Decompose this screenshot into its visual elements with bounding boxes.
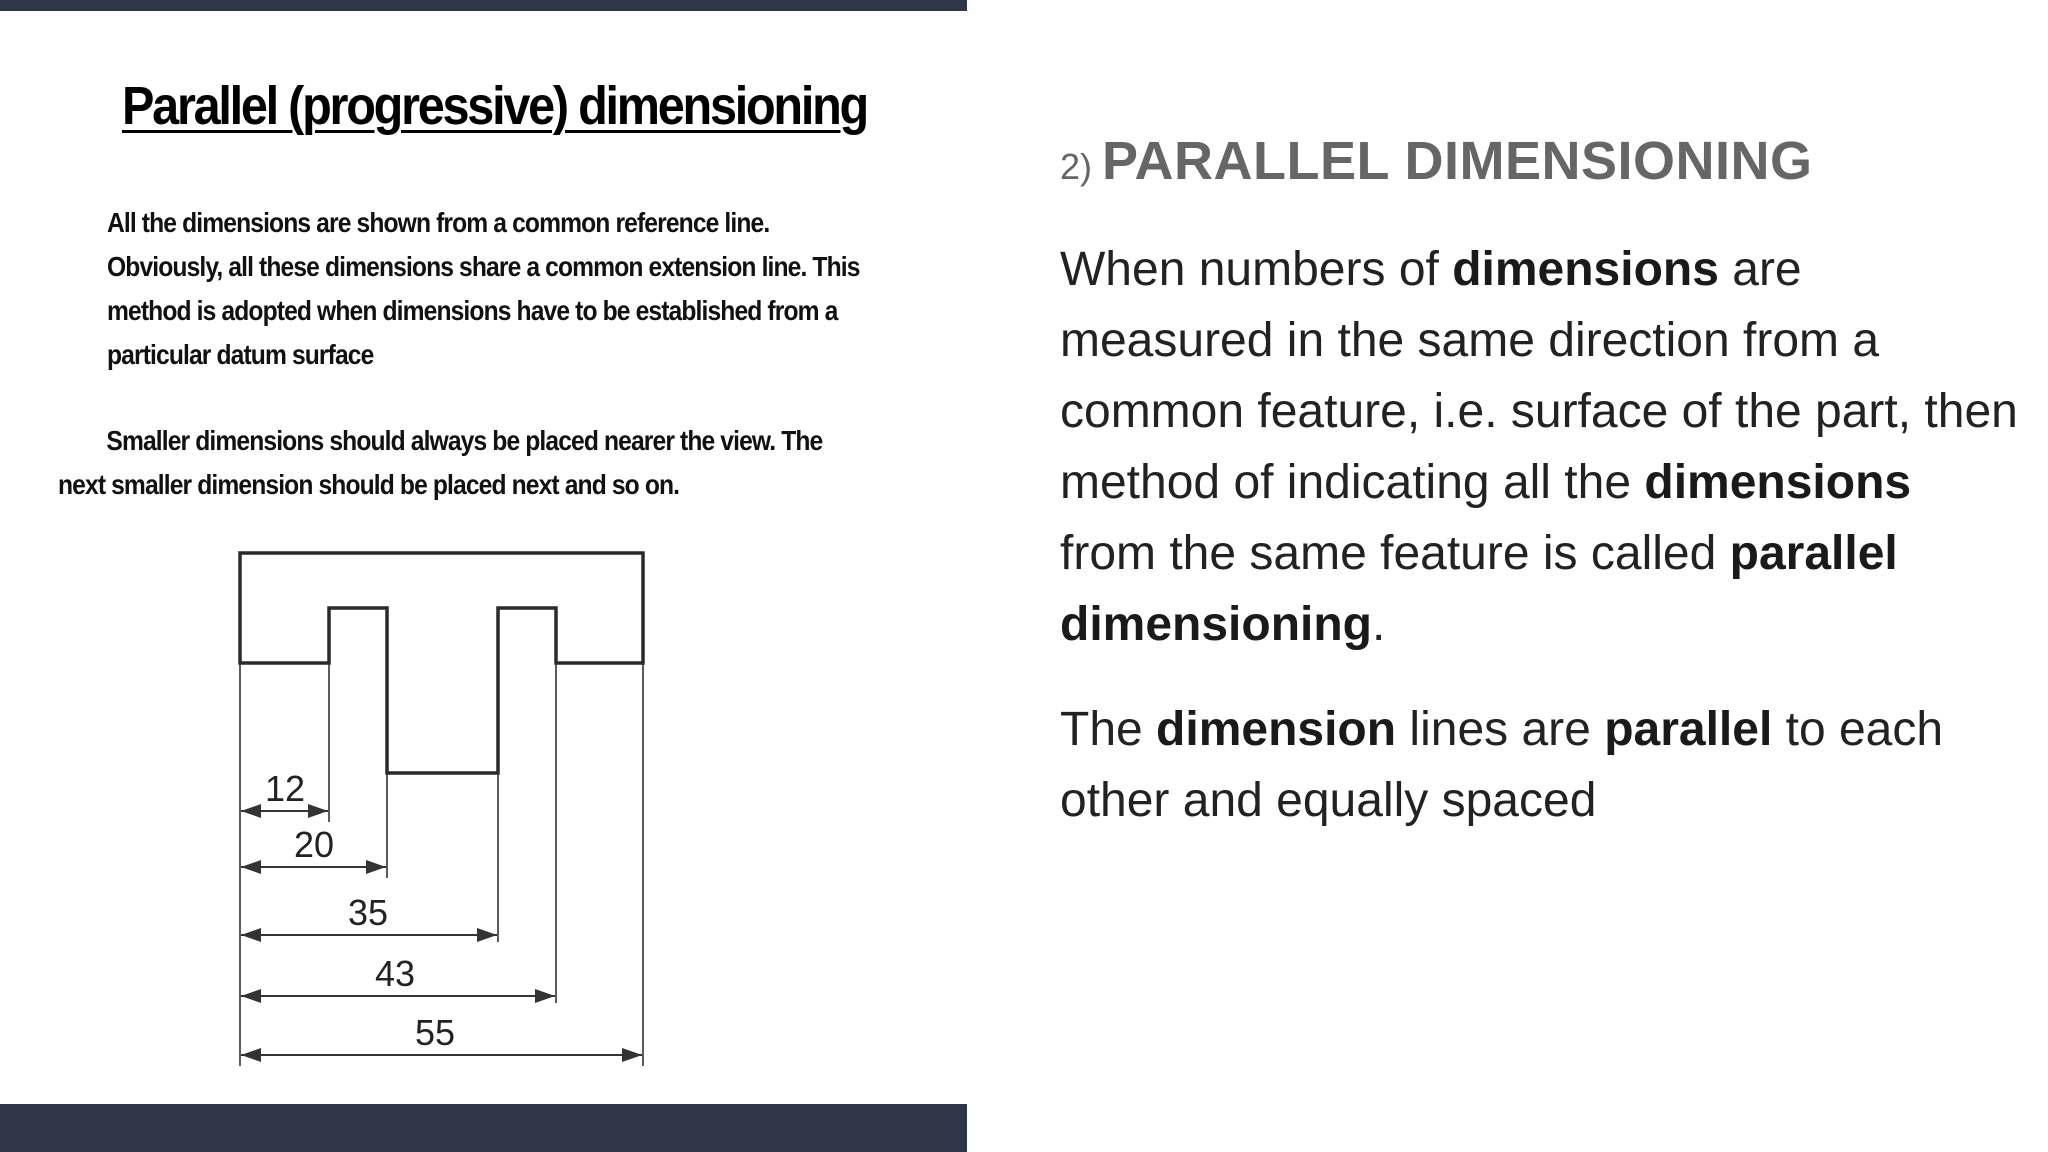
dimension-label: 55 — [414, 1012, 456, 1053]
slide-heading — [1060, 130, 2020, 192]
heading-text: PARALLEL DIMENSIONING — [1102, 131, 1813, 191]
image-paragraph-line: Smaller dimensions should always be placed nearer the view. The — [106, 425, 823, 456]
bold-term: dimensions — [1452, 243, 1719, 296]
image-paragraph-line: All the dimensions are shown from a common reference line. — [107, 207, 770, 238]
text-run: The — [1060, 703, 1157, 756]
bold-term: dimensions — [1644, 456, 1912, 509]
dimension-drawing — [0, 11, 967, 1104]
part-outline — [240, 553, 643, 773]
bold-term: dimension — [1156, 703, 1397, 756]
bottom-accent-bar — [0, 1104, 967, 1152]
image-paragraph-line: particular datum surface — [107, 339, 374, 370]
image-paragraph-line: Obviously, all these dimensions share a common extension line. This — [107, 251, 860, 282]
reference-image — [0, 11, 967, 1104]
dimension-label: 20 — [293, 824, 335, 865]
image-paragraph-line: method is adopted when dimensions have to be established from a — [107, 295, 838, 326]
text-run: . — [1372, 598, 1386, 651]
image-paragraph-line: next smaller dimension should be placed next and so on. — [58, 469, 680, 500]
bold-term: parallel dimensioning — [1060, 527, 1898, 651]
heading-number: 2) — [1060, 146, 1093, 187]
dimension-label: 43 — [374, 953, 416, 994]
text-run: When numbers of — [1060, 243, 1453, 296]
text-run: are measured in the same direction from a common feature, i.e. surface of the part, then method of indicating all the — [1060, 243, 2018, 509]
text-run: lines are — [1396, 703, 1605, 756]
body-paragraph-2 — [1060, 694, 2020, 836]
text-run: to each other and equally spaced — [1060, 703, 1944, 827]
image-title: Parallel (progressive) dimensioning — [122, 76, 867, 136]
bold-term: parallel — [1604, 703, 1773, 756]
slide-content — [1060, 130, 2020, 836]
text-run: from the same feature is called — [1060, 527, 1730, 580]
dimension-label: 12 — [264, 768, 306, 809]
top-accent-bar — [0, 0, 967, 11]
dimension-label: 35 — [347, 892, 389, 933]
body-paragraph-1 — [1060, 234, 2020, 660]
